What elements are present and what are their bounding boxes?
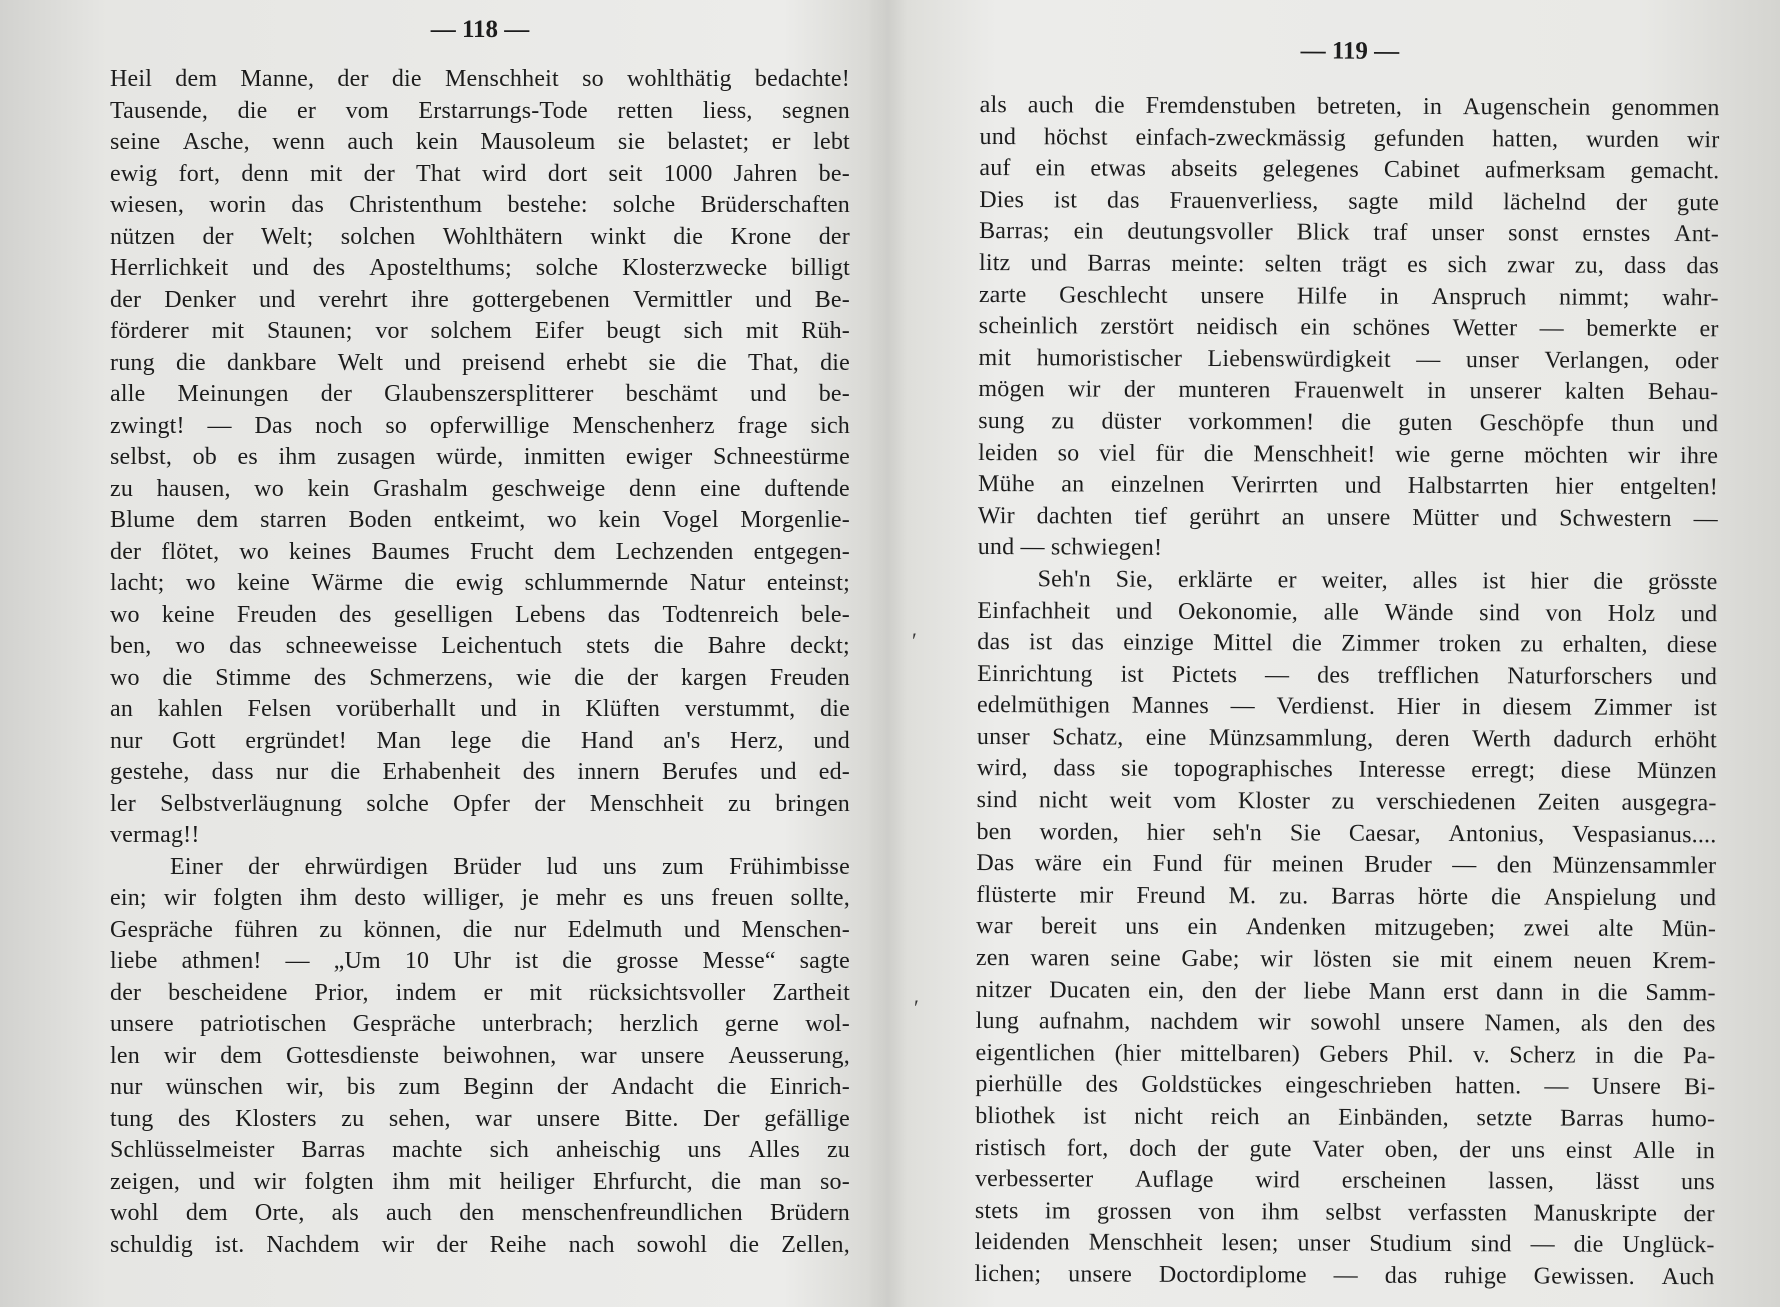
text-line: zeigen, und wir folgten ihm mit heiliger Ehrfurcht, die man so- — [110, 1168, 850, 1195]
text-line: mit humoristischer Liebenswürdigkeit — unser Verlangen, oder — [978, 344, 1719, 374]
text-line: lung aufnahm, nachdem wir sowohl unsere Namen, als den des — [975, 1008, 1716, 1038]
text-line: selbst, ob es ihm zusagen würde, inmitten ewiger Schneestürme — [110, 444, 850, 470]
text-line: litz und Barras meinte: selten trägt es sich zwar zu, dass das — [978, 249, 1720, 280]
text-line: lichen; unsere Doctordiplome — das ruhige Gewissen. Auch — [974, 1260, 1715, 1291]
text-line: wo die Stimme des Schmerzens, wie die der kargen Freuden — [110, 664, 850, 691]
text-line: mögen wir der munteren Frauenwelt in unserer kalten Behau- — [978, 376, 1719, 406]
text-line: nützen der Welt; solchen Wohlthätern winkt die Krone der — [110, 223, 850, 250]
text-line: vermag!! — [110, 822, 200, 848]
text-line: der bescheidene Prior, indem er mit rücksichtsvoller Zartheit — [110, 979, 850, 1006]
right-page-text — [974, 90, 1719, 1294]
text-line: ler Selbstverläugnung solche Opfer der Menschheit zu bringen — [110, 790, 850, 817]
text-line: ristisch fort, doch der gute Vater oben, der uns einst Alle in — [975, 1134, 1716, 1164]
text-line: der flötet, wo keines Baumes Frucht dem Lechzenden entgegen- — [110, 538, 850, 565]
page-number-left: — 118 — — [430, 16, 530, 43]
text-line: Das wäre ein Fund für meinen Bruder — den Münzensammler — [976, 850, 1717, 880]
text-line: und höchst einfach-zweckmässig gefunden hatten, wurden wir — [979, 123, 1720, 153]
text-line: Blume dem starren Boden entkeimt, wo kein Vogel Morgenlie- — [110, 507, 850, 533]
page-number-right: — 119 — — [1300, 37, 1400, 65]
text-line: ewig fort, denn mit der That wird dort seit 1000 Jahren be- — [110, 160, 850, 187]
text-line: nur Gott ergründet! Man lege die Hand an's Herz, und — [110, 727, 850, 754]
text-line: Schlüsselmeister Barras machte sich anheischig uns Alles zu — [110, 1137, 850, 1163]
text-line: förderer mit Staunen; vor solchem Eifer beugt sich mit Rüh- — [110, 318, 850, 344]
text-line: Tausende, die er vom Erstarrungs-Tode retten liess, segnen — [110, 97, 850, 124]
margin-mark: ′ — [912, 628, 917, 653]
text-line: eigentlichen (hier mittelbaren) Gebers Phil. v. Scherz in die Pa- — [975, 1039, 1716, 1070]
text-line: als auch die Fremdenstuben betreten, in Augenschein genommen — [979, 91, 1720, 122]
text-line: Einfachheit und Oekonomie, alle Wände sind von Holz und — [977, 597, 1718, 627]
text-line: edelmüthigen Mannes — Verdienst. Hier in diesem Zimmer ist — [976, 692, 1718, 722]
text-line: nur wünschen wir, bis zum Beginn der Andacht die Einrich- — [110, 1074, 850, 1100]
text-line: len wir dem Gottesdienste beiwohnen, war unsere Aeusserung, — [110, 1042, 850, 1069]
text-line: Herrlichkeit und des Apostelthums; solche Klosterzwecke billigt — [110, 255, 850, 281]
text-line: gestehe, dass nur die Erhabenheit des innern Berufes und ed- — [110, 759, 850, 785]
text-line: zwingt! — Das noch so opferwillige Menschenherz frage sich — [110, 412, 850, 439]
text-line: verbesserter Auflage wird erscheinen lassen, lässt uns — [974, 1166, 1716, 1196]
text-line: flüsterte mir Freund M. zu. Barras hörte die Anspielung und — [976, 881, 1717, 912]
text-line: scheinlich zerstört neidisch ein schönes Wetter — bemerkte er — [978, 313, 1719, 343]
text-line: unsere patriotischen Gespräche unterbrach; herzlich gerne wol- — [110, 1011, 850, 1037]
text-line: der Denker und verehrt ihre gottergebenen Vermittler und Be- — [110, 286, 850, 313]
text-line: und — schwiegen! — [977, 534, 1163, 562]
text-line: sind nicht weit vom Kloster zu verschiedenen Zeiten ausgegra- — [976, 787, 1717, 817]
text-line: Barras; ein deutungsvoller Blick traf unser sonst ernstes Ant- — [979, 218, 1720, 248]
text-line: ein; wir folgten ihm desto williger, je mehr es uns freuen sollte, — [110, 885, 850, 911]
text-line: Gespräche führen zu können, die nur Edelmuth und Menschen- — [110, 916, 850, 943]
text-line: ben worden, hier seh'n Sie Caesar, Antonius, Vespasianus.... — [976, 818, 1717, 848]
text-line: Einer der ehrwürdigen Brüder lud uns zum Frühimbisse — [170, 853, 850, 880]
text-line: wiesen, worin das Christenthum bestehe: solche Brüderschaften — [110, 192, 850, 218]
text-line: Einrichtung ist Pictets — des trefflichen Naturforschers und — [977, 660, 1718, 690]
text-line: wo keine Freuden des geselligen Lebens das Todtenreich bele- — [110, 601, 850, 628]
text-line: zarte Geschlecht unsere Hilfe in Anspruch nimmt; wahr- — [978, 281, 1719, 311]
text-line: ben, wo das schneeweisse Leichentuch stets die Bahre deckt; — [110, 633, 850, 659]
text-line: sung zu düster vorkommen! die guten Geschöpfe thun und — [978, 407, 1719, 438]
text-line: zu hausen, wo kein Grashalm geschweige denn eine duftende — [110, 475, 850, 502]
right-page — [974, 30, 1720, 1291]
text-line: auf ein etwas abseits gelegenes Cabinet aufmerksam gemacht. — [979, 155, 1720, 185]
text-line: bliothek ist nicht reich an Einbänden, setzte Barras humo- — [975, 1102, 1716, 1133]
text-line: stets im grossen von ihm selbst verfassten Manuskripte der — [974, 1197, 1715, 1227]
text-line: nitzer Ducaten ein, den der liebe Mann erst dann in die Samm- — [975, 976, 1716, 1006]
text-line: schuldig ist. Nachdem wir der Reihe nach sowohl die Zellen, — [110, 1231, 850, 1258]
text-line: pierhülle des Goldstückes eingeschrieben hatten. — Unsere Bi- — [975, 1071, 1716, 1101]
text-line: leidenden Menschheit lesen; unser Studium sind — die Unglück- — [974, 1229, 1715, 1259]
text-line: war bereit uns ein Andenken mitzugeben; zwei alte Mün- — [976, 913, 1717, 943]
left-page — [110, 10, 850, 1280]
text-line: leiden so viel für die Menschheit! wie gerne möchten wir ihre — [978, 439, 1719, 469]
text-line: Heil dem Manne, der die Menschheit so wohlthätig bedachte! — [110, 66, 850, 92]
text-line: rung die dankbare Welt und preisend erhebt sie die That, die — [110, 349, 850, 376]
text-line: das ist das einzige Mittel die Zimmer troken zu erhalten, diese — [977, 629, 1718, 659]
text-line: zen waren seine Gabe; wir lösten sie mit einem neuen Krem- — [975, 945, 1716, 975]
text-line: seine Asche, wenn auch kein Mausoleum sie belastet; er lebt — [110, 129, 850, 155]
text-line: lacht; wo keine Wärme die ewig schlummernde Natur enteinst; — [110, 570, 850, 596]
text-line: wird, dass sie topographisches Interesse erregt; diese Münzen — [976, 755, 1717, 785]
text-line: liebe athmen! — „Um 10 Uhr ist die grosse Messe“ sagte — [110, 948, 850, 974]
text-line: an kahlen Felsen vorüberhallt und in Klüften verstummt, die — [110, 696, 850, 722]
book-gutter — [868, 0, 908, 1307]
margin-mark: ′ — [914, 995, 919, 1020]
text-line: Mühe an einzelnen Verirrten und Halbstarrten hier entgelten! — [977, 471, 1718, 501]
text-line: alle Meinungen der Glaubenszersplitterer beschämt und be- — [110, 381, 850, 407]
text-line: wohl dem Orte, als auch den menschenfreundlichen Brüdern — [110, 1200, 850, 1226]
text-line: Wir dachten tief gerührt an unsere Mütter und Schwestern — — [977, 502, 1718, 532]
text-line: unser Schatz, eine Münzsammlung, deren Werth dadurch erhöht — [976, 723, 1717, 754]
text-line: Seh'n Sie, erklärte er weiter, alles ist hier die grösste — [1037, 566, 1718, 596]
left-page-text — [110, 64, 850, 1261]
text-line: Dies ist das Frauenverliess, sagte mild lächelnd der gute — [979, 186, 1720, 217]
text-line: tung des Klosters zu sehen, war unsere Bitte. Der gefällige — [110, 1105, 850, 1132]
